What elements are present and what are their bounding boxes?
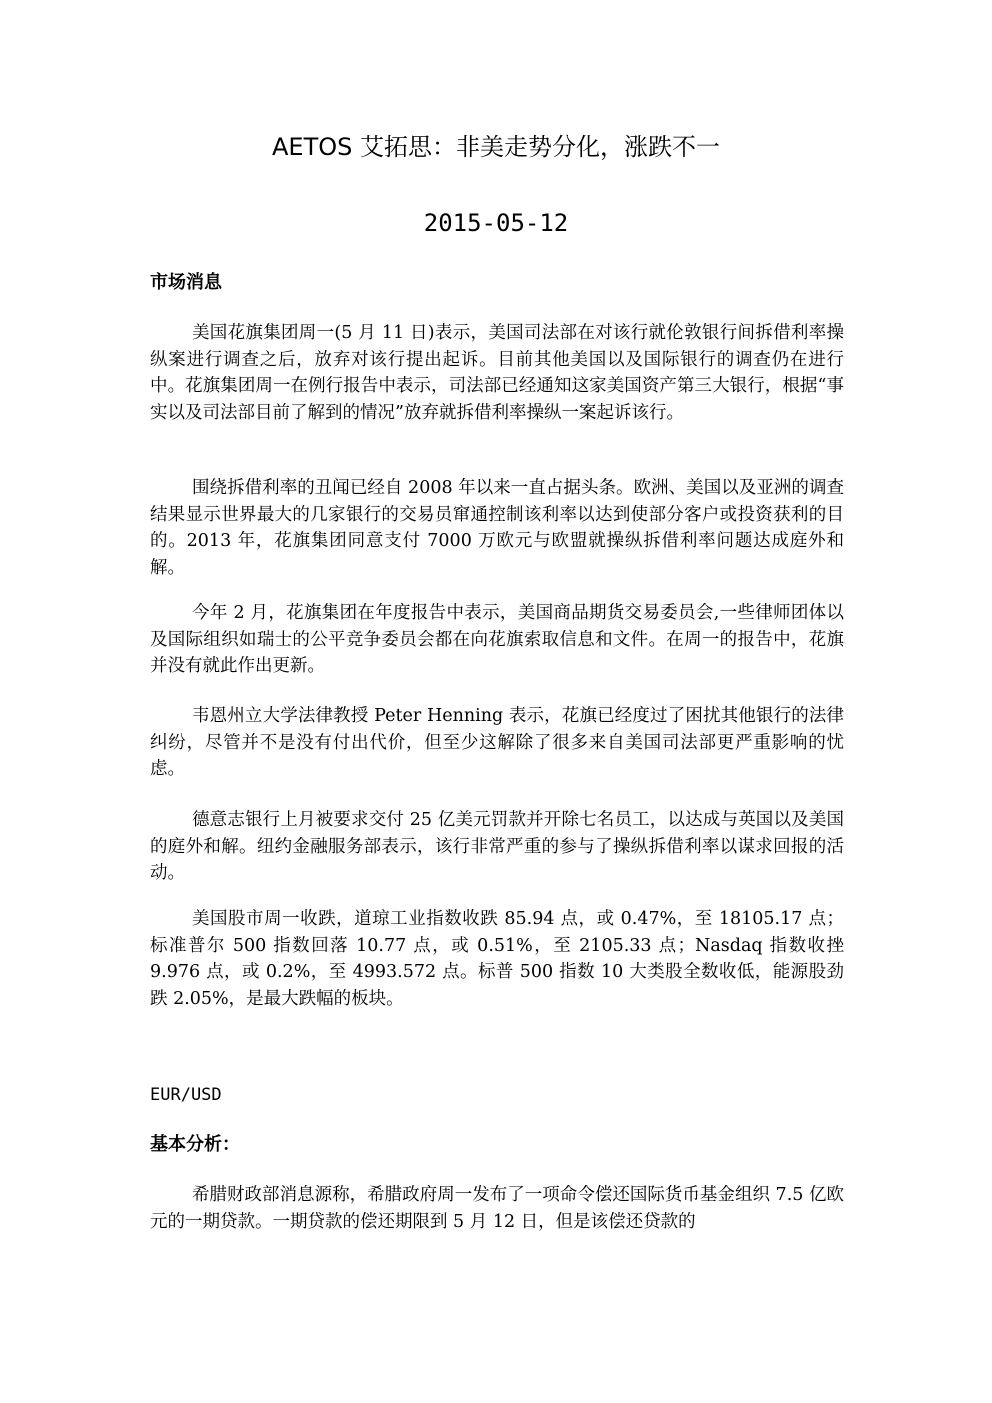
paragraph-libor-scandal: 围绕拆借利率的丑闻已经自 2008 年以来一直占据头条。欧洲、美国以及亚洲的调查结果显示世界最大的几家银行的交易员窜通控制该利率以达到使部分客户或投资获利的目的。2013 年，花旗集团同意支付 7000 万欧元与欧盟就操纵拆借利率问题达成庭外和解。 bbox=[150, 478, 844, 578]
section-heading-fundamental-analysis: 基本分析： bbox=[150, 1134, 240, 1155]
document-title: AETOS 艾拓思：非美走势分化，涨跌不一 bbox=[272, 133, 720, 161]
paragraph-professor-comment: 韦恩州立大学法律教授 Peter Henning 表示，花旗已经度过了困扰其他银行的法律纠纷，尽管并不是没有付出代价，但至少这解除了很多来自美国司法部更严重影响的忧虑。 bbox=[150, 706, 844, 779]
paragraph-greece-repayment: 希腊财政部消息源称，希腊政府周一发布了一项命令偿还国际货币基金组织 7.5 亿欧元的一期贷款。一期贷款的偿还期限到 5 月 12 日，但是该偿还贷款的 bbox=[150, 1185, 844, 1232]
paragraph-annual-report: 今年 2 月，花旗集团在年度报告中表示，美国商品期货交易委员会,一些律师团体以及国际组织如瑞士的公平竞争委员会都在向花旗索取信息和文件。在周一的报告中，花旗并没有就此作出更新。 bbox=[150, 603, 844, 676]
currency-pair-label: EUR/USD bbox=[150, 1085, 222, 1105]
section-heading-market-news: 市场消息 bbox=[150, 272, 222, 293]
paragraph-deutsche-bank: 德意志银行上月被要求交付 25 亿美元罚款并开除七名员工，以达成与英国以及美国的庭外和解。纽约金融服务部表示，该行非常严重的参与了操纵拆借利率以谋求回报的活动。 bbox=[150, 810, 844, 883]
paragraph-citigroup: 美国花旗集团周一(5 月 11 日)表示，美国司法部在对该行就伦敦银行间拆借利率操纵案进行调查之后，放弃对该行提出起诉。目前其他美国以及国际银行的调查仍在进行中。花旗集团周一在例行报告中表示，司法部已经通知这家美国资产第三大银行，根据“事实以及司法部目前了解到的情况”放弃就拆借利率操纵一案起诉该行。 bbox=[150, 323, 844, 423]
document-date: 2015-05-12 bbox=[423, 209, 569, 237]
paragraph-us-stocks: 美国股市周一收跌，道琼工业指数收跌 85.94 点，或 0.47%，至 18105.17 点；标准普尔 500 指数回落 10.77 点，或 0.51%，至 2105.33 点；Nasdaq 指数收挫 9.976 点，或 0.2%，至 4993.572 点。标普 500 指数 10 大类股全数收低，能源股劲跌 2.05%，是最大跌幅的板块。 bbox=[150, 909, 844, 1009]
